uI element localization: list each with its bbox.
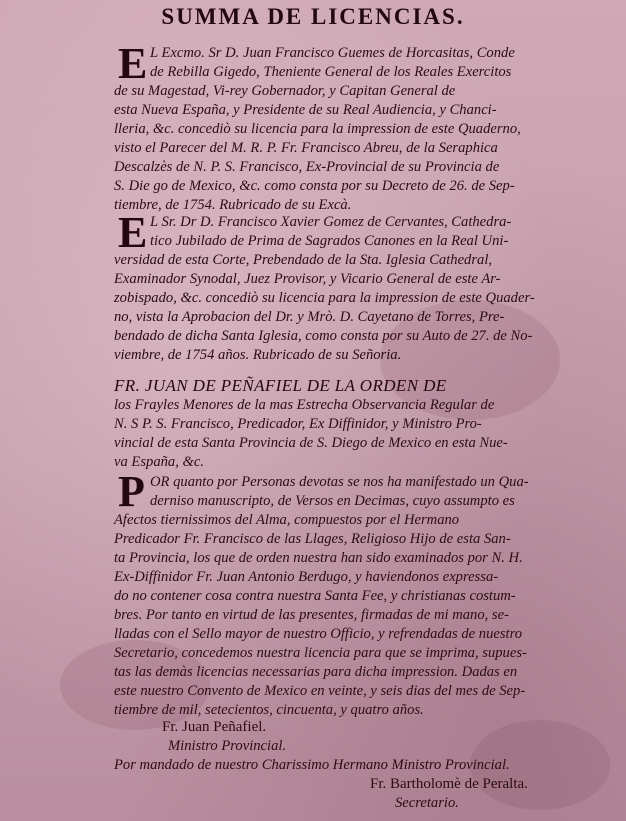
text-line: no, vista la Aprobacion del Dr. y Mrò. D. Cayetano de Torres, Pre-	[114, 309, 505, 325]
text-line: versidad de esta Corte, Prebendado de la Sta. Iglesia Cathedral,	[114, 252, 493, 268]
signatory-name: Fr. Juan Peñafiel.	[162, 719, 267, 735]
text-line: los Frayles Menores de la mas Estrecha Observancia Regular de	[114, 397, 495, 413]
text-line: vincial de esta Santa Provincia de S. Diego de Mexico en esta Nue-	[114, 435, 508, 451]
text-line: bendado de dicha Santa Iglesia, como consta por su Auto de 27. de No-	[114, 328, 533, 344]
text-line: Ex-Diffinidor Fr. Juan Antonio Berdugo, y haviendonos expressa-	[114, 569, 499, 585]
text-line: Examinador Synodal, Juez Provisor, y Vicario General de este Ar-	[114, 271, 501, 287]
text-line: ta Provincia, los que de orden nuestra han sido examinados por N. H.	[114, 550, 523, 566]
text-line: de su Magestad, Vi-rey Gobernador, y Capitan General de	[114, 83, 456, 99]
text-line: este nuestro Convento de Mexico en veinte, y seis dias del mes de Sep-	[114, 683, 526, 699]
drop-cap: E	[118, 39, 148, 88]
text-line: Descalzès de N. P. S. Francisco, Ex-Provincial de su Provincia de	[114, 159, 500, 175]
text-line: bres. Por tanto en virtud de las presentes, firmadas de mi mano, se-	[114, 607, 509, 623]
text-line: tiembre de mil, setecientos, cincuenta, y quatro años.	[114, 702, 424, 718]
drop-cap: E	[118, 208, 148, 257]
text-line: Afectos tiernissimos del Alma, compuestos por el Hermano	[114, 512, 460, 528]
signatory-role: Ministro Provincial.	[168, 738, 287, 754]
text-line: Secretario, concedemos nuestra licencia para que se imprima, supues-	[114, 645, 527, 661]
text-line: zobispado, &c. concediò su licencia para la impression de este Quader-	[114, 290, 535, 306]
text-line: visto el Parecer del M. R. P. Fr. Francisco Abreu, de la Seraphica	[114, 140, 498, 156]
mandate-text: Por mandado de nuestro Charissimo Hermano Ministro Provincial.	[114, 757, 510, 773]
text-line: Predicador Fr. Francisco de las Llages, Religioso Hijo de esta San-	[114, 531, 511, 547]
text-line: do no contener cosa contra nuestra Santa Fee, y christianas costum-	[114, 588, 516, 604]
order-heading: FR. JUAN DE PEÑAFIEL DE LA ORDEN DE	[114, 376, 447, 395]
text-line: viembre, de 1754 años. Rubricado de su Señoria.	[114, 347, 402, 363]
drop-cap: P	[118, 467, 145, 516]
secretary-role: Secretario.	[395, 795, 459, 811]
text-line: L Sr. Dr D. Francisco Xavier Gomez de Cervantes, Cathedra-	[150, 214, 512, 230]
text-line: derniso manuscripto, de Versos en Decimas, cuyo assumpto es	[150, 493, 515, 509]
text-line: L Excmo. Sr D. Juan Francisco Guemes de Horcasitas, Conde	[150, 45, 515, 61]
text-line: lladas con el Sello mayor de nuestro Officio, y refrendadas de nuestro	[114, 626, 523, 642]
text-line: esta Nueva España, y Presidente de su Real Audiencia, y Chanci-	[114, 102, 497, 118]
text-line: de Rebilla Gigedo, Theniente General de los Reales Exercitos	[150, 64, 512, 80]
text-line: lleria, &c. concediò su licencia para la impression de este Quaderno,	[114, 121, 521, 137]
text-line: va España, &c.	[114, 454, 204, 470]
secretary-name: Fr. Bartholomè de Peralta.	[370, 776, 528, 792]
text-line: OR quanto por Personas devotas se nos ha manifestado un Qua-	[150, 474, 529, 490]
text-line: N. S P. S. Francisco, Predicador, Ex Diffinidor, y Ministro Pro-	[114, 416, 482, 432]
text-line: tiembre, de 1754. Rubricado de su Excà.	[114, 197, 352, 213]
text-line: tas las demàs licencias necessarias para dicha impression. Dadas en	[114, 664, 518, 680]
text-line: S. Die go de Mexico, &c. como consta por su Decreto de 26. de Sep-	[114, 178, 515, 194]
text-line: tico Jubilado de Prima de Sagrados Canones en la Real Uni-	[150, 233, 509, 249]
page-title: SUMMA DE LICENCIAS.	[161, 4, 465, 29]
